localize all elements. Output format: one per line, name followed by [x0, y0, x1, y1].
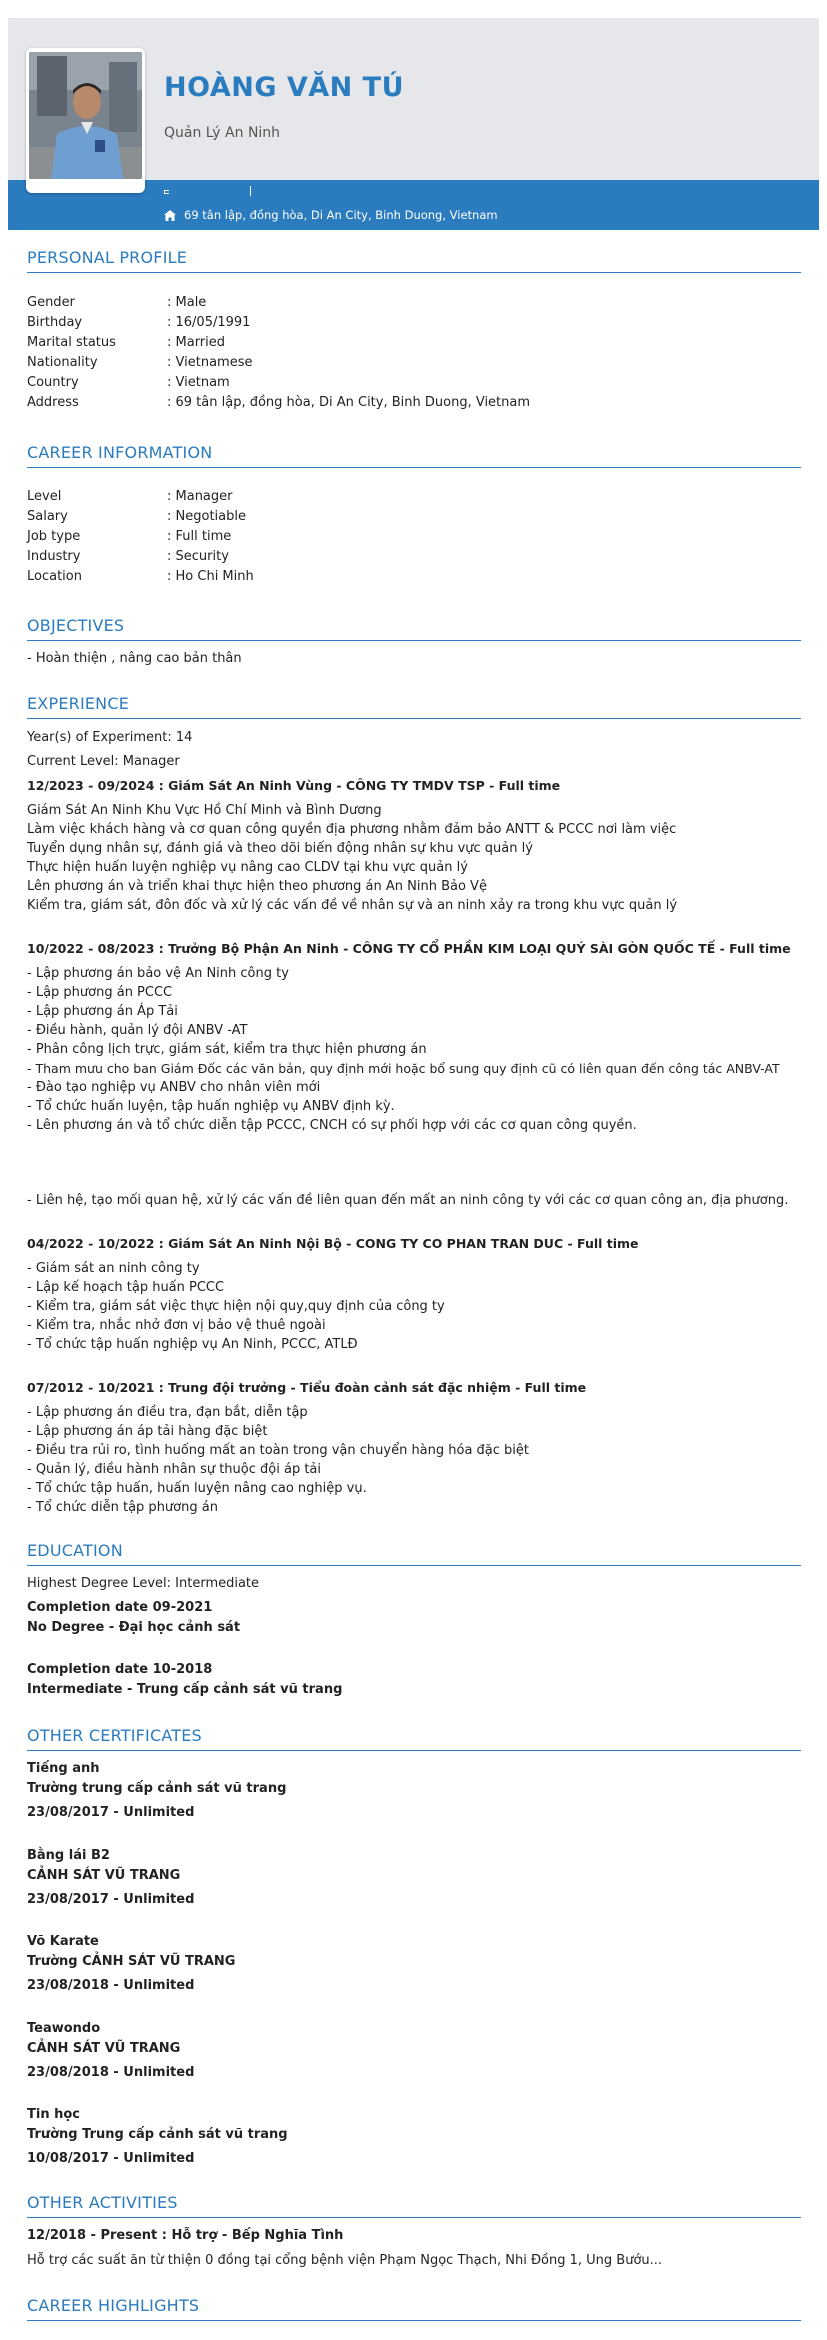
career-row-level: [27, 489, 233, 504]
job-line: - Giám sát an ninh công ty: [27, 1261, 200, 1276]
profile-photo-image: [29, 52, 142, 179]
section-divider: [27, 640, 801, 641]
job-line: - Tổ chức tập huấn, huấn luyện nâng cao nghiệp vụ.: [27, 1481, 367, 1496]
job-line: - Kiểm tra, giám sát việc thực hiện nội quy,quy định của công ty: [27, 1299, 445, 1314]
profile-label: Nationality: [27, 355, 98, 370]
section-divider: [27, 1750, 801, 1751]
certificate-issuer: Trường Trung cấp cảnh sát vũ trang: [27, 2127, 288, 2142]
section-divider: [27, 2217, 801, 2218]
job-line: Làm việc khách hàng và cơ quan công quyền địa phương nhằm đảm bảo ANTT & PCCC nơi làm việc: [27, 822, 677, 837]
profile-value: : Married: [167, 335, 226, 350]
career-label: Industry: [27, 549, 81, 564]
profile-photo-frame: [26, 48, 145, 193]
job-line: Kiểm tra, giám sát, đôn đốc và xử lý các vấn đề về nhân sự và an ninh xảy ra trong khu vực quản lý: [27, 898, 678, 913]
activity-text: Hỗ trợ các suất ăn từ thiện 0 đồng tại cổng bệnh viện Phạm Ngọc Thạch, Nhi Đồng 1, Ung Bướu...: [27, 2253, 663, 2268]
education-degree: Intermediate - Trung cấp cảnh sát vũ trang: [27, 1682, 343, 1697]
profile-label: Gender: [27, 295, 75, 310]
job-line: - Liên hệ, tạo mối quan hệ, xử lý các vấn đề liên quan đến mất an ninh công ty với các cơ quan công an, địa phương.: [27, 1193, 789, 1208]
section-title-other-certificates: OTHER CERTIFICATES: [27, 1726, 202, 1745]
career-row-job-type: [27, 529, 231, 544]
profile-value: : 16/05/1991: [167, 315, 251, 330]
career-value: : Negotiable: [167, 509, 246, 524]
header-address: [164, 208, 498, 222]
career-value: : Ho Chi Minh: [167, 569, 254, 584]
job-line: - Quản lý, điều hành nhân sự thuộc đội áp tải: [27, 1462, 321, 1477]
profile-row-gender: [27, 295, 206, 310]
contact-dividers: [164, 186, 251, 196]
job-line: - Lập phương án Áp Tải: [27, 1004, 178, 1019]
section-title-other-activities: OTHER ACTIVITIES: [27, 2193, 178, 2212]
job-line: - Điều tra rủi ro, tình huống mất an toàn trong vận chuyển hàng hóa đặc biệt: [27, 1443, 530, 1458]
certificate-dates: 23/08/2018 - Unlimited: [27, 2065, 195, 2080]
section-title-experience: EXPERIENCE: [27, 694, 130, 713]
career-label: Level: [27, 489, 62, 504]
job-line: Giám Sát An Ninh Khu Vực Hồ Chí Minh và Bình Dương: [27, 803, 382, 818]
profile-value: : 69 tân lập, đồng hòa, Di An City, Binh Duong, Vietnam: [167, 395, 531, 410]
profile-row-address: [27, 395, 530, 410]
job-title: 12/2023 - 09/2024 : Giám Sát An Ninh Vùng - CÔNG TY TMDV TSP - Full time: [27, 778, 561, 793]
activity-title: 12/2018 - Present : Hỗ trợ - Bếp Nghĩa Tình: [27, 2228, 344, 2243]
job-title: 04/2022 - 10/2022 : Giám Sát An Ninh Nội Bộ - CONG TY CO PHAN TRAN DUC - Full time: [27, 1236, 639, 1251]
profile-row-country: [27, 375, 230, 390]
education-date: Completion date 10-2018: [27, 1662, 213, 1677]
job-line: - Tổ chức tập huấn nghiệp vụ An Ninh, PCCC, ATLĐ: [27, 1337, 358, 1352]
section-title-personal-profile: PERSONAL PROFILE: [27, 248, 188, 267]
job-line: - Điều hành, quản lý đội ANBV -AT: [27, 1023, 248, 1038]
job-line: Tuyển dụng nhân sự, đánh giá và theo dõi biến động nhân sự khu vực quản lý: [27, 841, 533, 856]
profile-row-birthday: [27, 315, 250, 330]
section-title-education: EDUCATION: [27, 1541, 123, 1560]
profile-value: : Male: [167, 295, 207, 310]
job-line: - Lập phương án điều tra, đạn bắt, diễn tập: [27, 1405, 308, 1420]
career-row-salary: [27, 509, 246, 524]
job-line: - Tham mưu cho ban Giám Đốc các văn bản, quy định mới hoặc bổ sung quy định cũ có liên quan đến công tác ANBV-AT: [27, 1061, 780, 1076]
header-address-text: 69 tân lập, đồng hòa, Di An City, Binh Duong, Vietnam: [184, 208, 498, 222]
certificate-issuer: Trường CẢNH SÁT VŨ TRANG: [27, 1954, 236, 1969]
job-line: - Lập phương án áp tải hàng đặc biệt: [27, 1424, 268, 1439]
career-label: Job type: [27, 529, 81, 544]
candidate-name: HOÀNG VĂN TÚ: [164, 72, 405, 103]
section-divider: [27, 718, 801, 719]
job-line: - Phân công lịch trực, giám sát, kiểm tra thực hiện phương án: [27, 1042, 427, 1057]
job-line: - Tổ chức huấn luyện, tập huấn nghiệp vụ ANBV định kỳ.: [27, 1099, 395, 1114]
experience-years: Year(s) of Experiment: 14: [27, 730, 193, 745]
job-line: Thực hiện huấn luyện nghiệp vụ nâng cao CLDV tại khu vực quản lý: [27, 860, 468, 875]
certificate-name: Bằng lái B2: [27, 1848, 110, 1863]
career-value: : Full time: [167, 529, 232, 544]
education-degree: No Degree - Đại học cảnh sát: [27, 1620, 241, 1635]
certificate-name: Tin học: [27, 2107, 80, 2122]
profile-row-nationality: [27, 355, 252, 370]
certificate-issuer: Trường trung cấp cảnh sát vũ trang: [27, 1781, 287, 1796]
section-title-career-information: CAREER INFORMATION: [27, 443, 213, 462]
candidate-title: Quản Lý An Ninh: [164, 125, 281, 141]
section-divider: [27, 467, 801, 468]
section-divider: [27, 272, 801, 273]
job-line: - Lập kế hoạch tập huấn PCCC: [27, 1280, 225, 1295]
objectives-text: - Hoàn thiện , nâng cao bản thân: [27, 651, 242, 666]
job-line: - Tổ chức diễn tập phương án: [27, 1500, 218, 1515]
certificate-dates: 23/08/2018 - Unlimited: [27, 1978, 195, 1993]
home-icon: [164, 210, 176, 221]
job-line: - Lập phương án bảo vệ An Ninh công ty: [27, 966, 289, 981]
certificate-issuer: CẢNH SÁT VŨ TRANG: [27, 2041, 181, 2056]
career-value: : Manager: [167, 489, 233, 504]
career-row-industry: [27, 549, 229, 564]
job-title: 10/2022 - 08/2023 : Trưởng Bộ Phận An Ninh - CÔNG TY CỔ PHẦN KIM LOẠI QUÝ SÀI GÒN QUỐC TẾ - Full time: [27, 941, 791, 956]
certificate-dates: 23/08/2017 - Unlimited: [27, 1892, 195, 1907]
job-line: - Kiểm tra, nhắc nhở đơn vị bảo vệ thuê ngoài: [27, 1318, 326, 1333]
section-divider: [27, 2320, 801, 2321]
education-highest-degree: Highest Degree Level: Intermediate: [27, 1576, 260, 1591]
job-title: 07/2012 - 10/2021 : Trung đội trưởng - Tiểu đoàn cảnh sát đặc nhiệm - Full time: [27, 1380, 587, 1395]
section-title-career-highlights: CAREER HIGHLIGHTS: [27, 2296, 200, 2315]
job-line: Lên phương án và triển khai thực hiện theo phương án An Ninh Bảo Vệ: [27, 879, 487, 894]
certificate-dates: 23/08/2017 - Unlimited: [27, 1805, 195, 1820]
certificate-name: Võ Karate: [27, 1934, 99, 1949]
career-label: Salary: [27, 509, 68, 524]
profile-label: Address: [27, 395, 79, 410]
certificate-issuer: CẢNH SÁT VŨ TRANG: [27, 1868, 181, 1883]
career-row-location: [27, 569, 254, 584]
certificate-dates: 10/08/2017 - Unlimited: [27, 2151, 195, 2166]
job-line: - Lên phương án và tổ chức diễn tập PCCC, CNCH có sự phối hợp với các cơ quan công quyền.: [27, 1118, 637, 1133]
profile-value: : Vietnam: [167, 375, 230, 390]
education-date: Completion date 09-2021: [27, 1600, 213, 1615]
career-value: : Security: [167, 549, 229, 564]
certificate-name: Teawondo: [27, 2021, 101, 2036]
profile-photo: [29, 52, 142, 179]
certificate-name: Tiếng anh: [27, 1761, 100, 1776]
contact-divider: [250, 186, 251, 196]
profile-row-marital-status: [27, 335, 225, 350]
profile-value: : Vietnamese: [167, 355, 253, 370]
section-title-objectives: OBJECTIVES: [27, 616, 125, 635]
career-label: Location: [27, 569, 82, 584]
profile-label: Marital status: [27, 335, 116, 350]
experience-current-level: Current Level: Manager: [27, 754, 180, 769]
section-divider: [27, 1565, 801, 1566]
profile-label: Birthday: [27, 315, 83, 330]
profile-label: Country: [27, 375, 79, 390]
job-line: - Lập phương án PCCC: [27, 985, 173, 1000]
job-line: - Đào tạo nghiệp vụ ANBV cho nhân viên mới: [27, 1080, 321, 1095]
